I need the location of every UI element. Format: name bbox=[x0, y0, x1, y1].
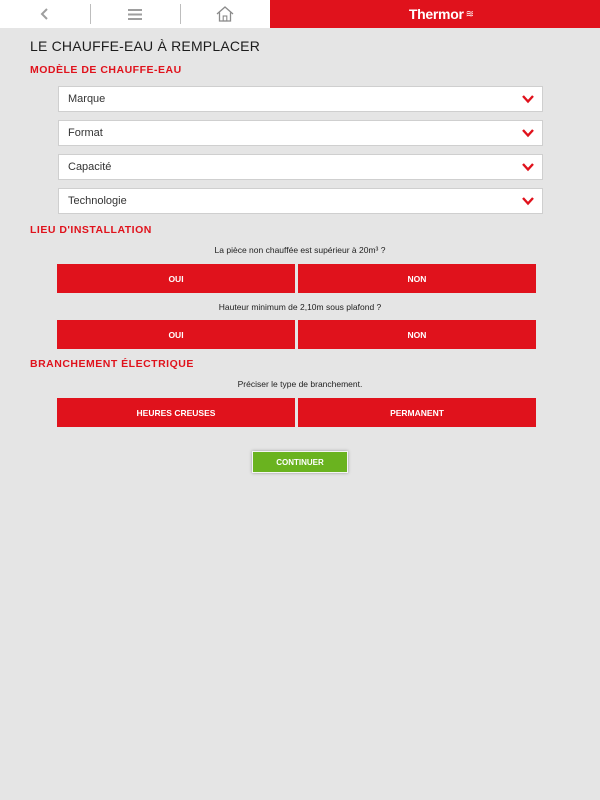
select-technologie[interactable] bbox=[58, 188, 543, 214]
ceiling-height-yes-button[interactable]: OUI bbox=[57, 320, 295, 349]
brand-logo: Thermor bbox=[408, 6, 464, 22]
menu-button[interactable] bbox=[90, 0, 180, 28]
chevron-down-icon bbox=[522, 94, 534, 104]
room-size-no-button[interactable]: NON bbox=[298, 264, 536, 293]
select-capacite[interactable] bbox=[58, 154, 543, 180]
back-button[interactable] bbox=[0, 0, 90, 28]
question-room-size: La pièce non chauffée est supérieur à 20m³ ? bbox=[214, 245, 386, 255]
section-heading-branchement: BRANCHEMENT ÉLECTRIQUE bbox=[30, 358, 194, 370]
home-icon bbox=[216, 6, 234, 22]
page-title: LE CHAUFFE-EAU À REMPLACER bbox=[30, 38, 261, 54]
nav-bar bbox=[0, 0, 270, 28]
section-heading-modele: MODÈLE DE CHAUFFE-EAU bbox=[30, 64, 182, 76]
permanent-button[interactable]: PERMANENT bbox=[298, 398, 536, 427]
select-value: Marque bbox=[68, 93, 106, 105]
brand-bar bbox=[270, 0, 600, 28]
question-ceiling-height: Hauteur minimum de 2,10m sous plafond ? bbox=[218, 302, 382, 312]
ceiling-height-no-button[interactable]: NON bbox=[298, 320, 536, 349]
chevron-left-icon bbox=[40, 8, 50, 20]
continue-button[interactable]: CONTINUER bbox=[252, 451, 348, 473]
hamburger-menu-icon bbox=[128, 9, 142, 20]
select-format[interactable] bbox=[58, 120, 543, 146]
home-button[interactable] bbox=[180, 0, 270, 28]
question-connection-type: Préciser le type de branchement. bbox=[237, 379, 363, 389]
chevron-down-icon bbox=[522, 162, 534, 172]
heures-creuses-button[interactable]: HEURES CREUSES bbox=[57, 398, 295, 427]
select-marque[interactable] bbox=[58, 86, 543, 112]
select-value: Format bbox=[68, 127, 103, 139]
room-size-yes-button[interactable]: OUI bbox=[57, 264, 295, 293]
chevron-down-icon bbox=[522, 196, 534, 206]
section-heading-lieu: LIEU D'INSTALLATION bbox=[30, 224, 152, 236]
chevron-down-icon bbox=[522, 128, 534, 138]
select-value: Technologie bbox=[68, 195, 127, 207]
brand-mark-icon: ≋ bbox=[465, 8, 474, 20]
select-value: Capacité bbox=[68, 161, 112, 173]
top-bar bbox=[0, 0, 600, 28]
